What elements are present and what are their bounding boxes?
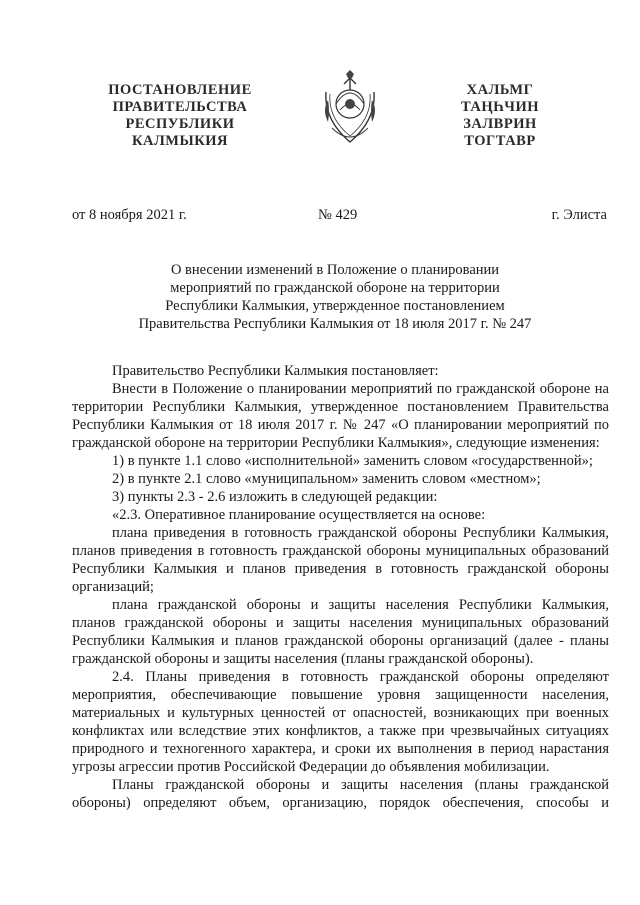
header-left-title — [90, 82, 270, 150]
body-paragraph: «2.3. Оперативное планирование осуществляется на основе: — [112, 507, 486, 523]
header-left-line: ПОСТАНОВЛЕНИЕ — [108, 82, 252, 98]
body-paragraph: 2) в пункте 2.1 слово «муниципальном» заменить словом «местном»; — [112, 471, 541, 487]
document-city: г. Элиста — [551, 207, 607, 223]
header-right-line: ТОГТАВР — [464, 133, 536, 149]
body-paragraph: 3) пункты 2.3 - 2.6 изложить в следующей редакции: — [112, 489, 438, 505]
title-line: Правительства Республики Калмыкия от 18 июля 2017 г. № 247 — [138, 316, 532, 332]
document-body — [72, 362, 609, 812]
header-right-title — [440, 82, 560, 150]
header-right-line: ХАЛЬМГ — [466, 82, 534, 98]
header-right-line: ТАҢҺЧИН — [460, 99, 540, 115]
body-paragraph: плана приведения в готовность гражданской обороны Республики Калмыкия, планов приведения в готовность гражданской обороны муниципальных образований Республики Калмыкия и планов приведения в готовность гражданской обороны организаций; — [72, 525, 609, 595]
header-left-line: ПРАВИТЕЛЬСТВА — [112, 99, 248, 115]
body-paragraph: 2.4. Планы приведения в готовность гражданской обороны определяют мероприятия, обеспечивающие повышение уровня защищенности населения, материальных и культурных ценностей от опасностей, возникающих при военных конфликтах или вследствие этих конфликтов, а также при чрезвычайных ситуациях природного и техногенного характера, и сроки их выполнения в период нарастания угрозы агрессии против Российской Федерации до объявления мобилизации. — [72, 669, 609, 775]
coat-of-arms-icon — [318, 70, 382, 148]
document-meta-row — [72, 207, 607, 225]
header-left-line: КАЛМЫКИЯ — [132, 133, 228, 149]
header-left-line: РЕСПУБЛИКИ — [125, 116, 235, 132]
title-line: мероприятий по гражданской обороне на территории — [170, 280, 500, 296]
document-number: № 429 — [318, 207, 358, 223]
body-paragraph: 1) в пункте 1.1 слово «исполнительной» заменить словом «государственной»; — [112, 453, 593, 469]
body-paragraph: Внести в Положение о планировании мероприятий по гражданской обороне на территории Республики Калмыкия, утвержденное постановлением Правительства Республики Калмыкия от 18 июля 2017 г. № 247 «О планировании мероприятий по гражданской обороне на территории Республики Калмыкия», следующие изменения: — [72, 381, 609, 451]
header-right-line: ЗАЛВРИН — [463, 116, 537, 132]
document-title — [90, 261, 580, 333]
body-paragraph: Правительство Республики Калмыкия постановляет: — [112, 363, 439, 379]
body-paragraph: Планы гражданской обороны и защиты населения (планы гражданской обороны) определяют объем, организацию, порядок обеспечения, способы и — [72, 777, 609, 811]
document-date: от 8 ноября 2021 г. — [72, 207, 187, 223]
title-line: О внесении изменений в Положение о планировании — [170, 262, 500, 278]
body-paragraph: плана гражданской обороны и защиты населения Республики Калмыкия, планов гражданской обороны и защиты населения муниципальных образований Республики Калмыкия и планов гражданской обороны организаций (далее - планы гражданской обороны и защиты населения (планы гражданской обороны). — [72, 597, 609, 667]
title-line: Республики Калмыкия, утвержденное постановлением — [165, 298, 505, 314]
